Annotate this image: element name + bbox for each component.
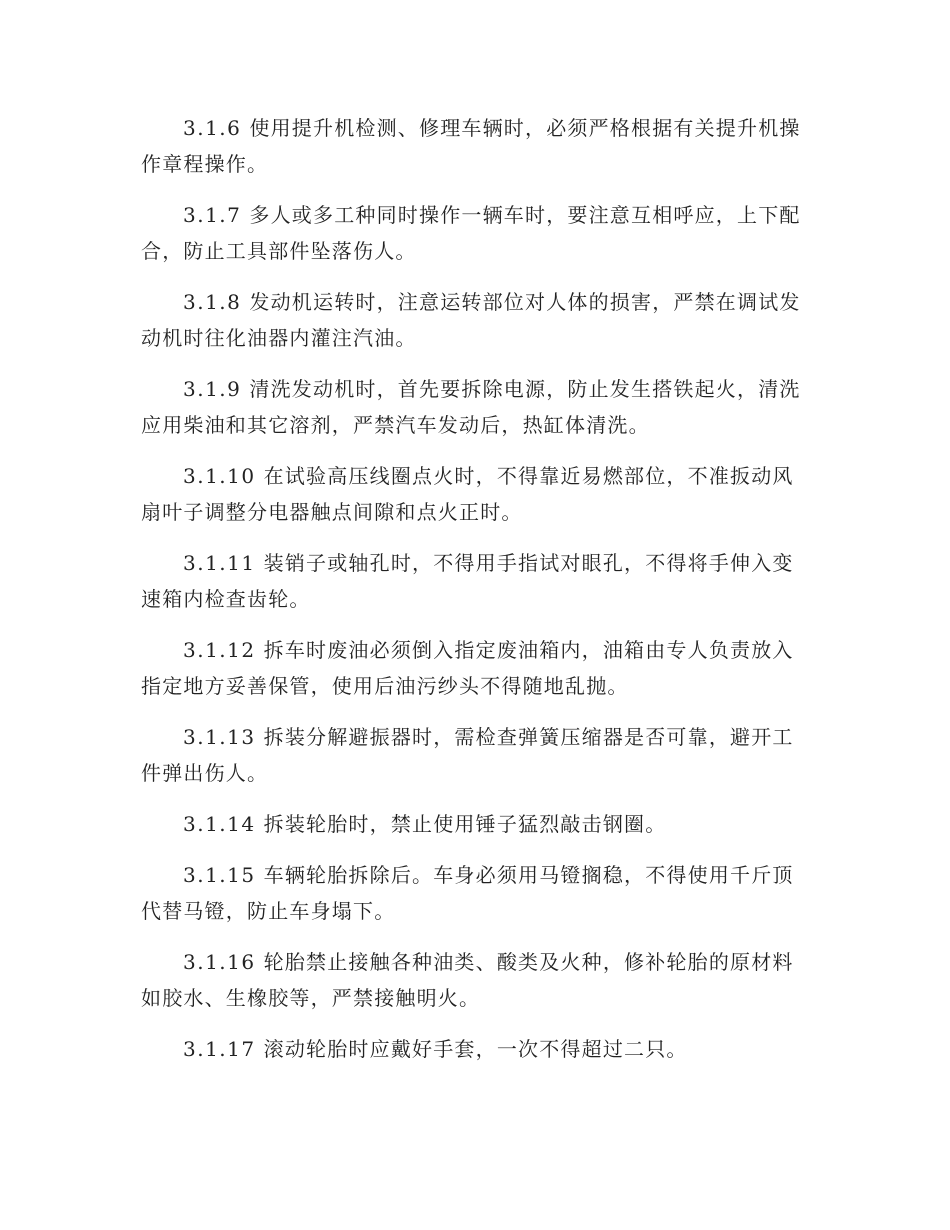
paragraph-text: 轮胎禁止接触各种油类、酸类及火种，修补轮胎的原材料如胶水、生橡胶等，严禁接触明火。: [141, 950, 794, 1010]
paragraph-number: 3.1.7: [183, 203, 242, 227]
paragraph-3-1-14: [141, 806, 809, 842]
paragraph-number: 3.1.10: [183, 464, 256, 488]
paragraph-3-1-17: [141, 1031, 809, 1067]
paragraph-text: 多人或多工种同时操作一辆车时，要注意互相呼应，上下配合，防止工具部件坠落伤人。: [141, 203, 801, 263]
paragraph-3-1-6: [141, 110, 809, 182]
paragraph-text: 清洗发动机时，首先要拆除电源，防止发生搭铁起火，清洗应用柴油和其它溶剂，严禁汽车发动后，热缸体清洗。: [141, 377, 801, 437]
paragraph-number: 3.1.11: [183, 551, 256, 575]
paragraph-number: 3.1.12: [183, 638, 256, 662]
paragraph-3-1-7: [141, 197, 809, 269]
paragraph-number: 3.1.8: [183, 290, 242, 314]
paragraph-number: 3.1.15: [183, 863, 256, 887]
paragraph-text: 拆装分解避振器时，需检查弹簧压缩器是否可靠，避开工件弹出伤人。: [141, 725, 794, 785]
paragraph-number: 3.1.9: [183, 377, 242, 401]
paragraph-text: 拆车时废油必须倒入指定废油箱内，油箱由专人负责放入指定地方妥善保管，使用后油污纱头不得随地乱抛。: [141, 638, 794, 698]
paragraph-number: 3.1.6: [183, 116, 242, 140]
paragraph-text: 拆装轮胎时，禁止使用锤子猛烈敲击钢圈。: [263, 812, 667, 836]
paragraph-text: 装销子或轴孔时，不得用手指试对眼孔，不得将手伸入变速箱内检查齿轮。: [141, 551, 794, 611]
paragraph-number: 3.1.13: [183, 725, 256, 749]
paragraph-3-1-15: [141, 857, 809, 929]
paragraph-3-1-8: [141, 284, 809, 356]
paragraph-3-1-13: [141, 719, 809, 791]
paragraph-3-1-16: [141, 944, 809, 1016]
paragraph-3-1-9: [141, 371, 809, 443]
paragraph-text: 滚动轮胎时应戴好手套，一次不得超过二只。: [263, 1037, 688, 1061]
paragraph-text: 在试验高压线圈点火时，不得靠近易燃部位，不准扳动风扇叶子调整分电器触点间隙和点火正时。: [141, 464, 794, 524]
paragraph-number: 3.1.14: [183, 812, 256, 836]
document-body: [141, 110, 809, 1082]
paragraph-number: 3.1.16: [183, 950, 256, 974]
paragraph-3-1-12: [141, 632, 809, 704]
paragraph-3-1-11: [141, 545, 809, 617]
paragraph-text: 发动机运转时，注意运转部位对人体的损害，严禁在调试发动机时往化油器内灌注汽油。: [141, 290, 801, 350]
paragraph-text: 车辆轮胎拆除后。车身必须用马镫搁稳，不得使用千斤顶代替马镫，防止车身塌下。: [141, 863, 794, 923]
paragraph-text: 使用提升机检测、修理车辆时，必须严格根据有关提升机操作章程操作。: [141, 116, 801, 176]
paragraph-number: 3.1.17: [183, 1037, 256, 1061]
paragraph-3-1-10: [141, 458, 809, 530]
